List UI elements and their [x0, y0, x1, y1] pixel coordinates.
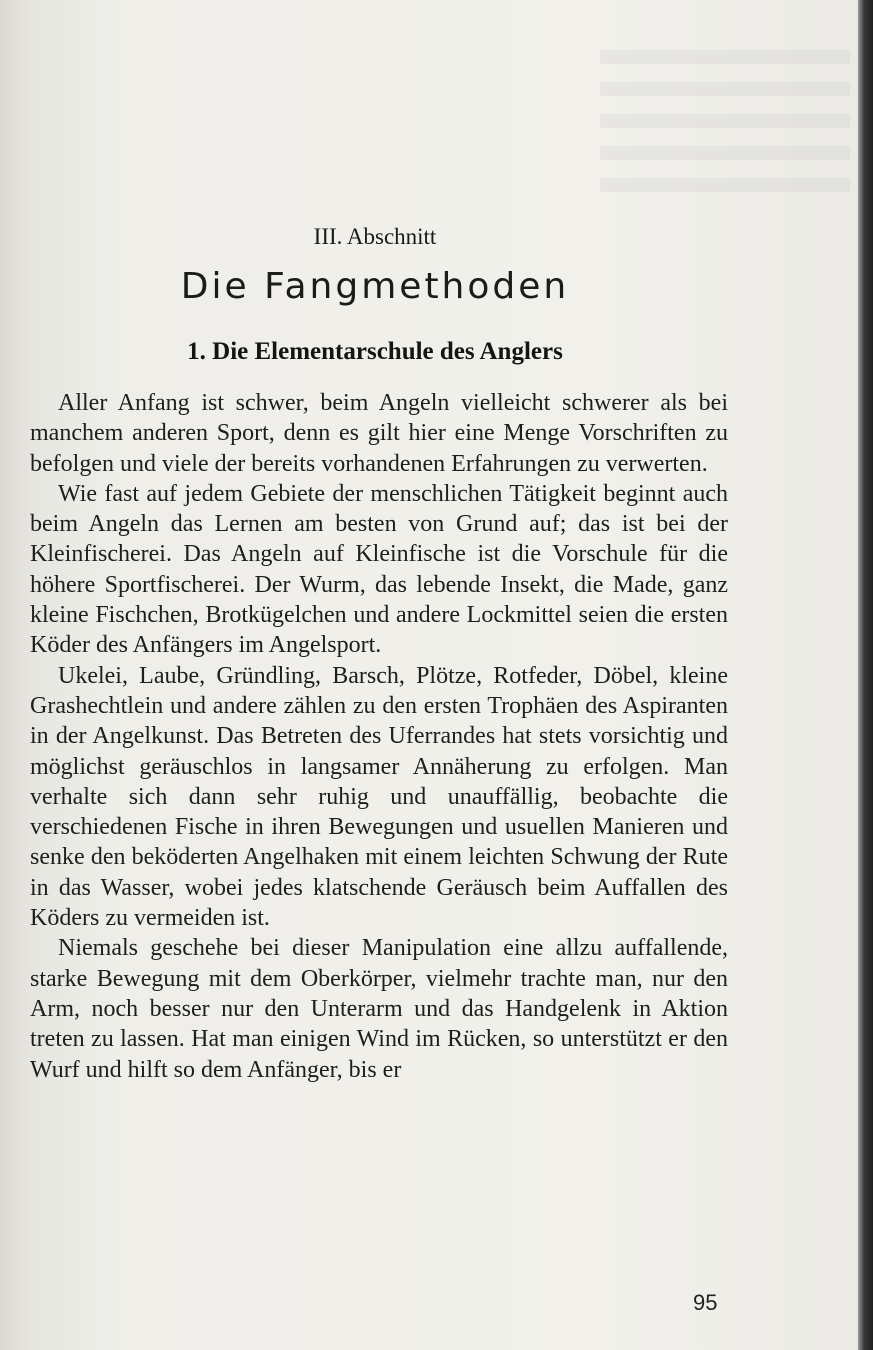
paragraph-1: Aller Anfang ist schwer, beim Angeln vielleicht schwerer als bei manchem anderen Sport, denn es gilt hier eine Menge Vorschriften zu befolgen und viele der bereits vorhandenen Erfahrungen zu verwerten.: [30, 390, 728, 477]
paragraph-2: Wie fast auf jedem Gebiete der menschlichen Tätigkeit beginnt auch beim Angeln das Lernen am besten von Grund auf; das ist bei der Kleinfischerei. Das Angeln auf Kleinfische ist die Vorschule für die höhere Sportfischerei. Der Wurm, das lebende Insekt, die Made, ganz kleine Fischchen, Brotkügelchen und andere Lockmittel seien die ersten Köder des Anfängers im Angelsport.: [30, 480, 728, 659]
section-label: III. Abschnitt: [313, 224, 437, 249]
book-spine-edge: [858, 0, 873, 1350]
subheading: 1. Die Elementarschule des Anglers: [187, 338, 563, 365]
chapter-title: Die Fangmethoden: [180, 266, 570, 307]
bleed-through-shadow: [600, 50, 850, 200]
page-number: 95: [693, 1290, 718, 1315]
body-text: [30, 388, 728, 1085]
paragraph-3: Ukelei, Laube, Gründling, Barsch, Plötze, Rotfeder, Döbel, kleine Grashechtlein und andere zählen zu den ersten Trophäen des Aspiranten in der Angelkunst. Das Betreten des Uferrandes hat stets vorsichtig und möglichst geräuschlos in langsamer Annäherung zu erfolgen. Man verhalte sich dann sehr ruhig und unauffällig, beobachte die verschiedenen Fische in ihren Bewegungen und usuellen Manieren und senke den beköderten Angelhaken mit einem leichten Schwung der Rute in das Wasser, wobei jedes klatschende Geräusch beim Auffallen des Köders zu vermeiden ist.: [30, 662, 728, 932]
paragraph-4: Niemals geschehe bei dieser Manipulation eine allzu auffallende, starke Bewegung mit dem Oberkörper, vielmehr trachte man, nur den Arm, noch besser nur den Unterarm und das Handgelenk in Aktion treten zu lassen. Hat man einigen Wind im Rücken, so unterstützt er den Wurf und hilft so dem Anfänger, bis er: [30, 935, 728, 1083]
